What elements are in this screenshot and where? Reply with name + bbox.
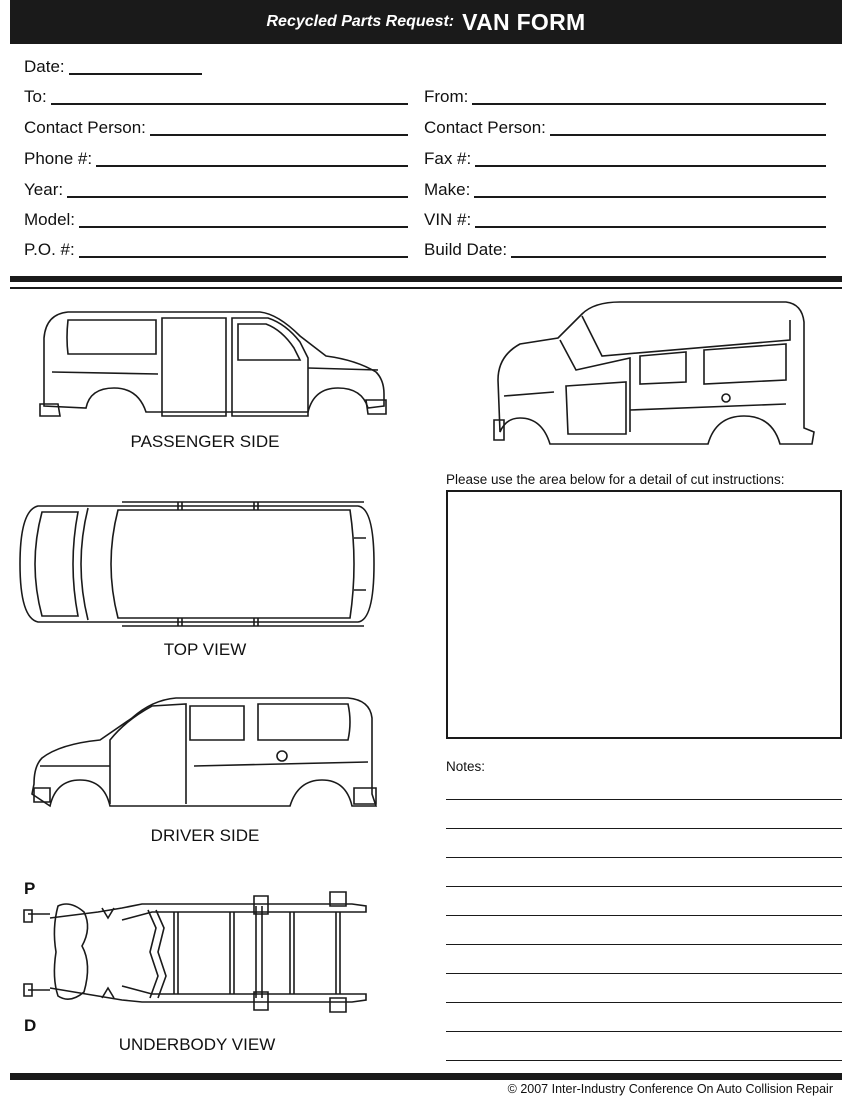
year-field[interactable]	[24, 179, 408, 201]
passenger-side-caption: PASSENGER SIDE	[130, 432, 280, 451]
make-field[interactable]	[424, 179, 826, 201]
fax-label: Fax #:	[424, 149, 472, 168]
notes-line[interactable]	[446, 1031, 842, 1032]
contact-person-left-field[interactable]	[24, 117, 408, 139]
contact-person-right-line[interactable]	[550, 134, 826, 136]
notes-line[interactable]	[446, 828, 842, 829]
phone-label: Phone #:	[24, 149, 93, 168]
underbody-view-caption: UNDERBODY VIEW	[118, 1035, 276, 1054]
driver-side-caption: DRIVER SIDE	[150, 826, 260, 845]
from-label: From:	[424, 87, 469, 106]
notes-line[interactable]	[446, 973, 842, 974]
from-line[interactable]	[472, 103, 826, 105]
notes-line[interactable]	[446, 944, 842, 945]
notes-line[interactable]	[446, 1002, 842, 1003]
phone-field[interactable]	[24, 148, 408, 170]
po-field[interactable]	[24, 239, 408, 261]
year-label: Year:	[24, 180, 64, 199]
notes-line[interactable]	[446, 857, 842, 858]
section-divider	[10, 276, 842, 282]
underbody-view-illustration	[22, 888, 368, 1016]
model-label: Model:	[24, 210, 76, 229]
model-field[interactable]	[24, 209, 408, 231]
fax-line[interactable]	[475, 165, 826, 167]
notes-line[interactable]	[446, 799, 842, 800]
make-label: Make:	[424, 180, 471, 199]
driver-side-van-illustration	[30, 696, 378, 814]
p-marker: P	[24, 879, 36, 898]
cut-instructions-box[interactable]	[446, 490, 842, 739]
copyright-text: © 2007 Inter-Industry Conference On Auto Collision Repair	[507, 1082, 833, 1096]
po-label: P.O. #:	[24, 240, 75, 259]
three-quarter-view-van-illustration	[490, 300, 816, 452]
contact-person-right-label: Contact Person:	[424, 118, 546, 137]
date-field[interactable]	[24, 56, 202, 78]
to-field[interactable]	[24, 86, 408, 108]
contact-person-right-field[interactable]	[424, 117, 826, 139]
to-label: To:	[24, 87, 47, 106]
model-line[interactable]	[79, 226, 408, 228]
date-line[interactable]	[69, 73, 202, 75]
build-date-field[interactable]	[424, 239, 826, 261]
notes-line[interactable]	[446, 915, 842, 916]
passenger-side-van-illustration	[38, 308, 388, 423]
date-label: Date:	[24, 57, 65, 76]
make-line[interactable]	[474, 196, 826, 198]
from-field[interactable]	[424, 86, 826, 108]
vin-line[interactable]	[475, 226, 826, 228]
contact-person-left-label: Contact Person:	[24, 118, 146, 137]
top-view-caption: TOP VIEW	[163, 640, 247, 659]
notes-line[interactable]	[446, 1060, 842, 1061]
build-date-line[interactable]	[511, 256, 826, 258]
form-header-prefix: Recycled Parts Request:	[266, 13, 455, 30]
top-view-van-illustration	[18, 498, 376, 630]
vin-field[interactable]	[424, 209, 826, 231]
form-header	[10, 0, 842, 44]
fax-field[interactable]	[424, 148, 826, 170]
footer-rule	[10, 1073, 842, 1080]
cut-instructions-label: Please use the area below for a detail of cut instructions:	[446, 472, 785, 487]
d-marker: D	[24, 1016, 37, 1035]
year-line[interactable]	[67, 196, 408, 198]
phone-line[interactable]	[96, 165, 408, 167]
vin-label: VIN #:	[424, 210, 472, 229]
build-date-label: Build Date:	[424, 240, 508, 259]
section-divider-thin	[10, 287, 842, 289]
po-line[interactable]	[79, 256, 408, 258]
contact-person-left-line[interactable]	[150, 134, 408, 136]
notes-line[interactable]	[446, 886, 842, 887]
notes-label: Notes:	[446, 759, 486, 774]
to-line[interactable]	[51, 103, 408, 105]
form-title: VAN FORM	[462, 8, 586, 35]
